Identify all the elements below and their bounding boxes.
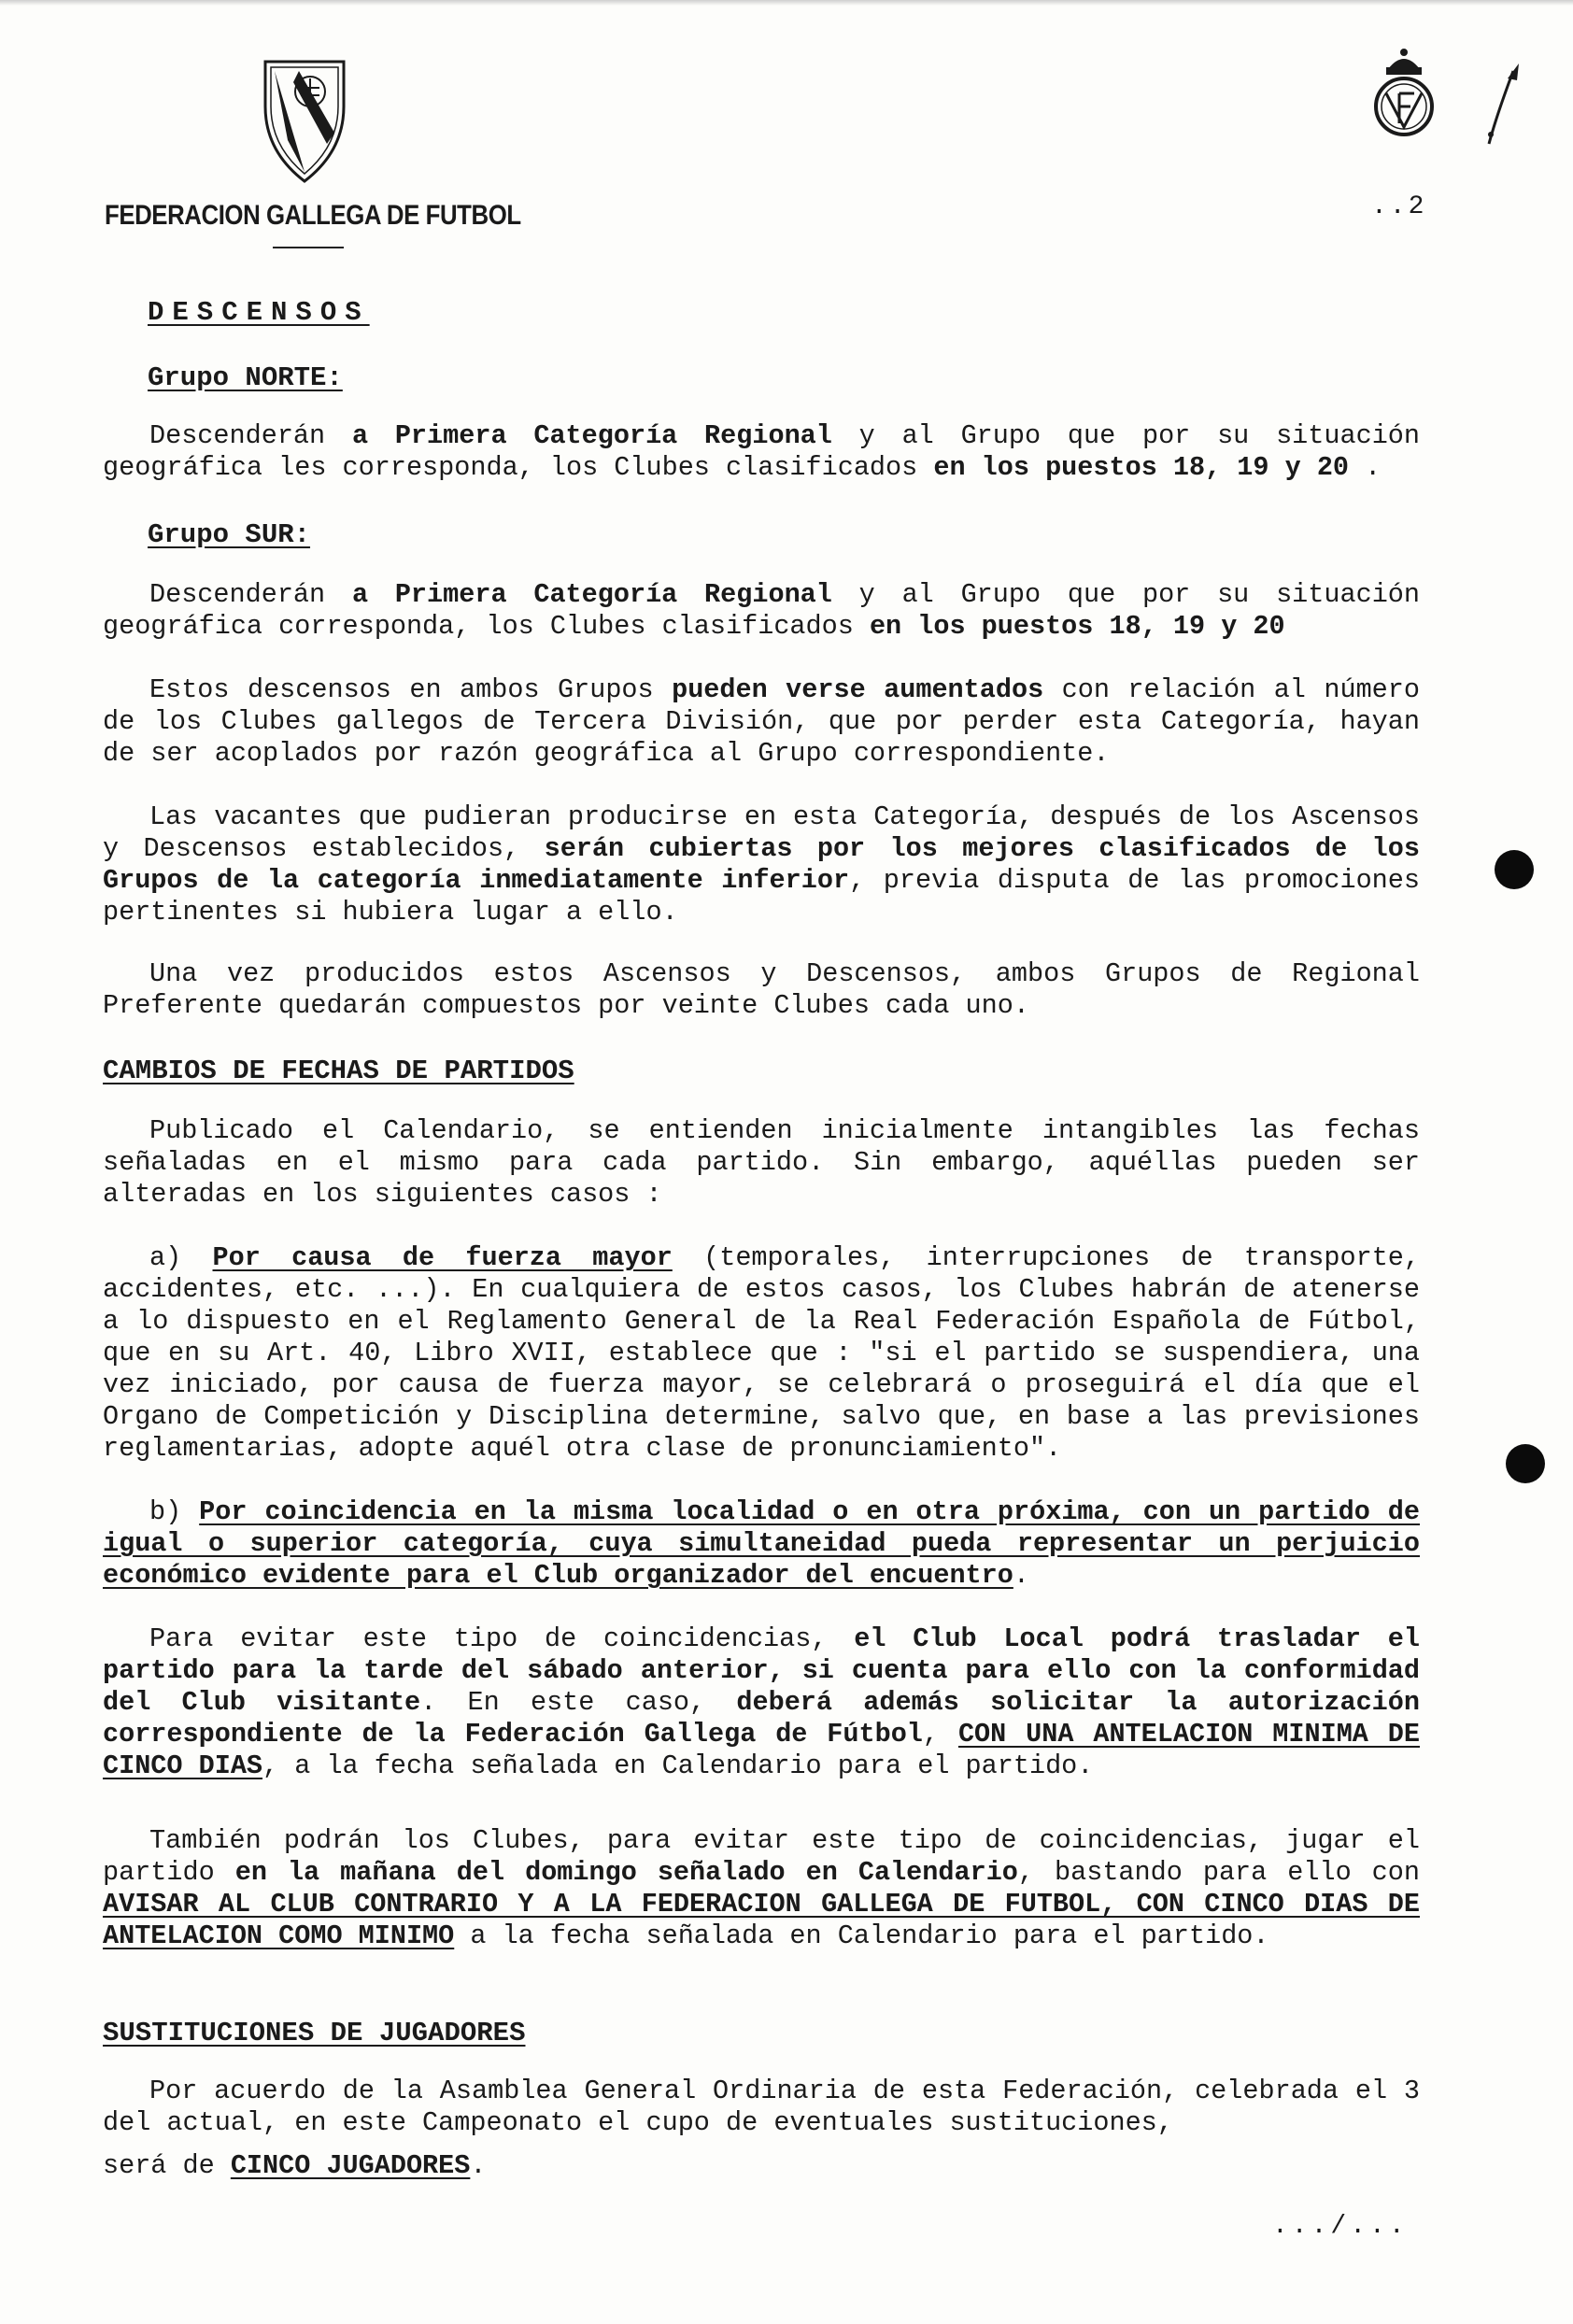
paragraph-composicion: Una vez producidos estos Ascensos y Descensos, ambos Grupos de Regional Preferente quedarán compuestos por veinte Clubes cada uno.: [103, 958, 1420, 1021]
paragraph-grupo-sur: Descenderán a Primera Categoría Regional y al Grupo que por su situación geográfica corresponda, los Clubes clasificados en los puestos 18, 19 y 20: [103, 579, 1421, 642]
punch-hole: [1495, 850, 1534, 889]
continuation-mark: .../...: [1272, 2212, 1409, 2241]
paragraph-sustituciones: Por acuerdo de la Asamblea General Ordinaria de esta Federación, celebrada el 3 del actual, en este Campeonato el cupo de eventuales sustituciones,: [103, 2076, 1420, 2138]
page-number: ..2: [1371, 192, 1427, 221]
paragraph-sabado: Para evitar este tipo de coincidencias, el Club Local podrá trasladar el partido para la tarde del sábado anterior, si cuenta para ello con la conformidad del Club visitante. En este caso, deberá además solicitar la autorización correspondiente de la Federación Gallega de Fútbol, CON UNA ANTELACION MINIMA DE CINCO DIAS, a la fecha señalada en Calendario para el partido.: [103, 1623, 1420, 1781]
scan-edge: [0, 0, 1573, 6]
federation-shield-logo: [262, 54, 347, 185]
paragraph-domingo: También podrán los Clubes, para evitar este tipo de coincidencias, jugar el partido en la mañana del domingo señalado en Calendario, bastando para ello con AVISAR AL CLUB CONTRARIO Y A LA FEDERACION GALLEGA DE FUTBOL, CON CINCO DIAS DE ANTELACION COMO MINIMO a la fecha señalada en Calendario para el partido.: [103, 1825, 1420, 1951]
paragraph-aumento: Estos descensos en ambos Grupos pueden verse aumentados con relación al número de los Clubes gallegos de Tercera División, que por perder esta Categoría, hayan de ser acoplados por razón geográfica al Grupo correspondiente.: [103, 674, 1420, 769]
rfef-crest-logo: [1366, 41, 1442, 144]
paragraph-caso-a: a) Por causa de fuerza mayor (temporales, interrupciones de transporte, accidentes, etc. ...). En cualquiera de estos casos, los Clubes habrán de atenerse a lo dispuesto en el Reglamento General de la Real Federación Española de Fútbol, que en su Art. 40, Libro XVII, establece que : "si el partido se suspendiera, una vez iniciado, por causa de fuerza mayor, se celebrará o proseguirá el día que el Organo de Competición y Disciplina determine, salvo que, en base a las previsiones reglamentarias, adopte aquél otra clase de pronunciamiento".: [103, 1242, 1420, 1464]
section-title-descensos: DESCENSOS: [148, 297, 370, 328]
paragraph-vacantes: Las vacantes que pudieran producirse en esta Categoría, después de los Ascensos y Descensos establecidos, serán cubiertas por los mejores clasificados de los Grupos de la categoría inmediatamente inferior, previa disputa de las promociones pertinentes si hubiera lugar a ello.: [103, 801, 1420, 928]
paragraph-grupo-norte: Descenderán a Primera Categoría Regional y al Grupo que por su situación geográfica les corresponda, los Clubes clasificados en los puestos 18, 19 y 20 .: [103, 420, 1421, 483]
grupo-sur-heading: Grupo SUR:: [148, 519, 311, 550]
section-title-cambios: CAMBIOS DE FECHAS DE PARTIDOS: [103, 1056, 574, 1086]
paragraph-sustituciones-cupo: será de CINCO JUGADORES.: [103, 2150, 487, 2181]
federation-name: FEDERACION GALLEGA DE FUTBOL: [105, 200, 521, 231]
header-rule: [273, 247, 344, 248]
paragraph-cambios-intro: Publicado el Calendario, se entienden inicialmente intangibles las fechas señaladas en el mismo para cada partido. Sin embargo, aquéllas pueden ser alteradas en los siguientes casos :: [103, 1115, 1420, 1210]
grupo-norte-heading: Grupo NORTE:: [148, 362, 343, 393]
paragraph-caso-b: b) Por coincidencia en la misma localidad o en otra próxima, con un partido de igual o superior categoría, cuya simultaneidad pueda representar un perjuicio económico evidente para el Club organizador del encuentro.: [103, 1496, 1420, 1591]
handwritten-mark: [1485, 60, 1523, 149]
section-title-sustituciones: SUSTITUCIONES DE JUGADORES: [103, 2018, 526, 2048]
punch-hole: [1506, 1444, 1545, 1483]
